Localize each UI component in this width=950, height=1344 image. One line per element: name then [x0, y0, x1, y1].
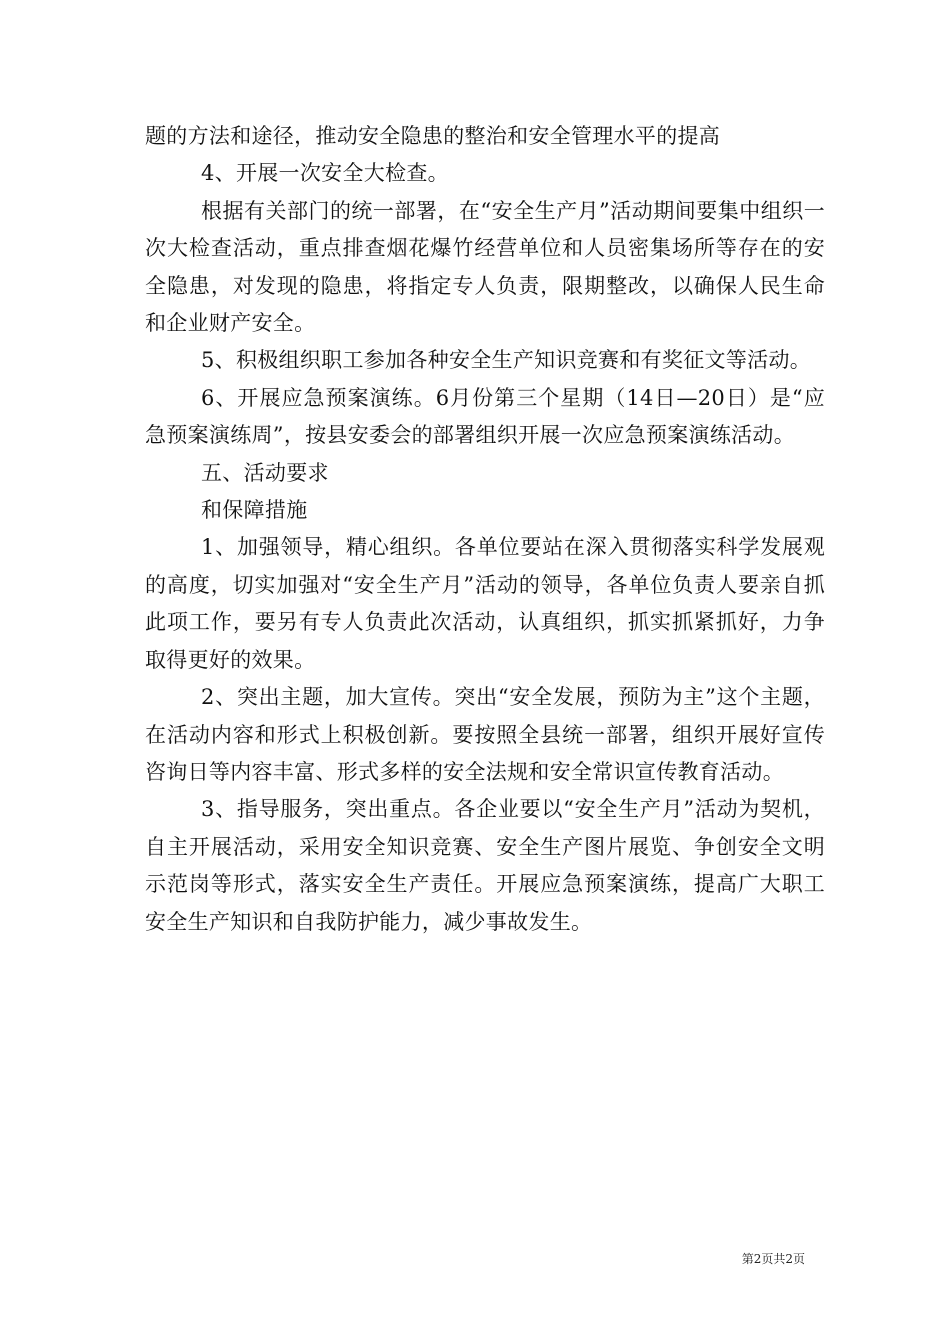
paragraph-requirement-2: 2、突出主题，加大宣传。突出“安全发展，预防为主”这个主题，在活动内容和形式上积极创新。要按照全县统一部署，组织开展好宣传咨询日等内容丰富、形式多样的安全法规和安全常识宣传教育活动。 — [145, 685, 825, 784]
paragraph-inspection: 根据有关部门的统一部署，在“安全生产月”活动期间要集中组织一次大检查活动，重点排查烟花爆竹经营单位和人员密集场所等存在的安全隐患，对发现的隐患，将指定专人负责，限期整改，以确保人民生命和企业财产安全。 — [145, 198, 825, 336]
section-heading-five-continued: 和保障措施 — [201, 498, 308, 523]
paragraph-item-5: 5、积极组织职工参加各种安全生产知识竞赛和有奖征文等活动。 — [201, 348, 812, 373]
document-body — [145, 118, 825, 941]
paragraph-requirement-3: 3、指导服务，突出重点。各企业要以“安全生产月”活动为契机，自主开展活动，采用安全知识竞赛、安全生产图片展览、争创安全文明示范岗等形式，落实安全生产责任。开展应急预案演练，提高广大职工安全生产知识和自我防护能力，减少事故发生。 — [145, 797, 825, 934]
paragraph-item-4-heading: 4、开展一次安全大检查。 — [201, 161, 449, 186]
paragraph-requirement-1: 1、加强领导，精心组织。各单位要站在深入贯彻落实科学发展观的高度，切实加强对“安全生产月”活动的领导，各单位负责人要亲自抓此项工作，要另有专人负责此次活动，认真组织，抓实抓紧抓好，力争取得更好的效果。 — [145, 535, 825, 672]
section-heading-five: 五、活动要求 — [201, 460, 329, 485]
page-number-footer: 第2页共2页 — [741, 1252, 805, 1266]
paragraph-item-6: 6、开展应急预案演练。6月份第三个星期（14日—20日）是“应急预案演练周”，按县安委会的部署组织开展一次应急预案演练活动。 — [145, 385, 825, 448]
paragraph-continuation: 题的方法和途径，推动安全隐患的整治和安全管理水平的提高 — [145, 124, 721, 148]
